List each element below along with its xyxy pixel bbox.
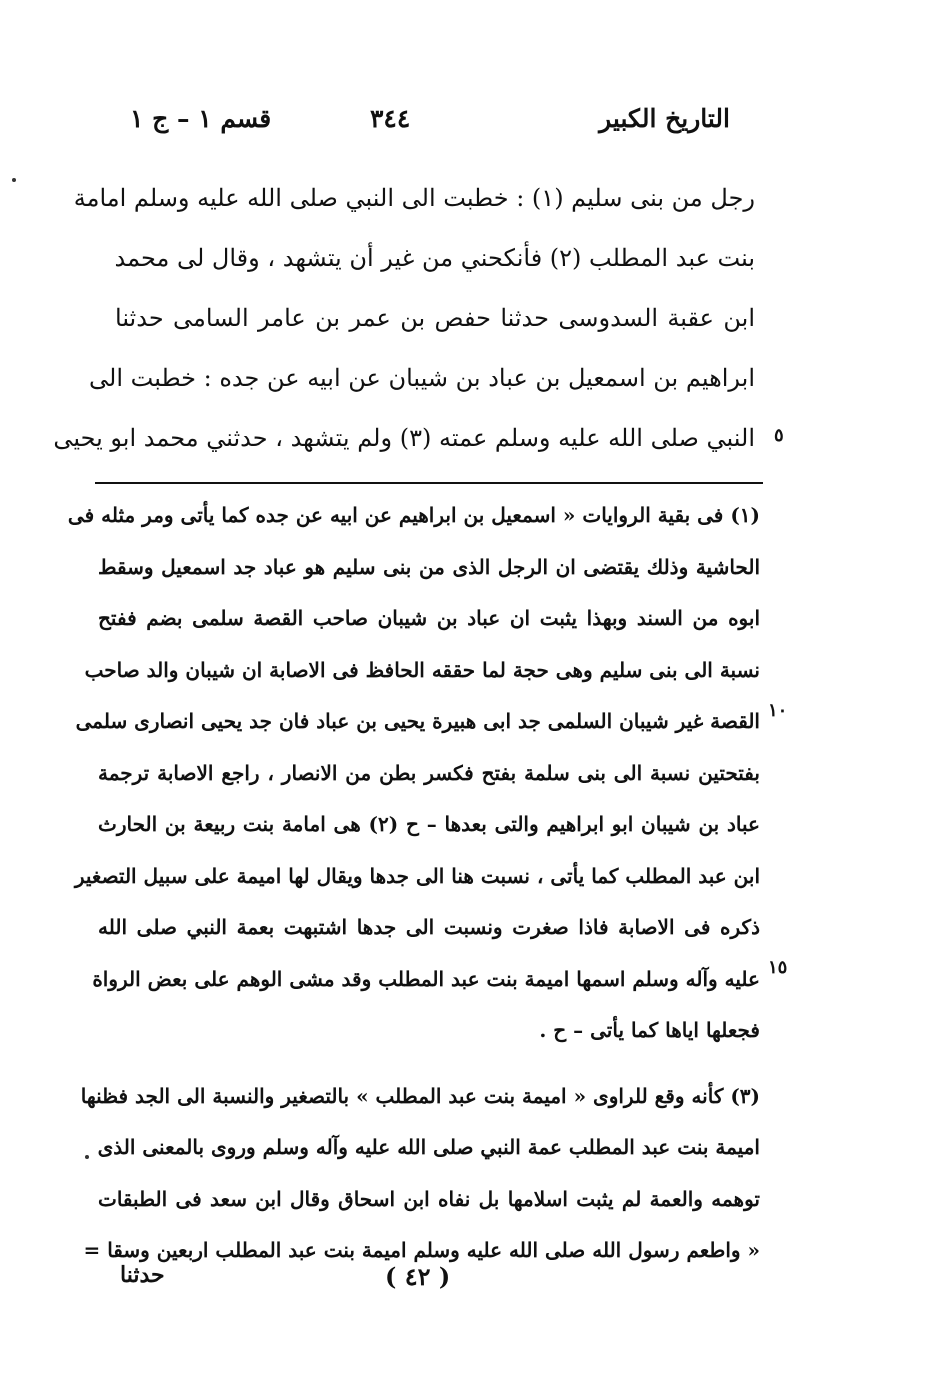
scan-speck: [85, 1155, 89, 1159]
footnote-line: القصة غير شيبان السلمى جد ابى هبيرة يحيى بن عباد فان جد يحيى انصارى سلمى: [75, 709, 760, 733]
book-title: التاريخ الكبير: [599, 104, 730, 133]
footnote-line: ذكره فى الاصابة فاذا صغرت ونسبت الى جدها اشتبهت بعمة النبي صلى الله: [98, 915, 760, 939]
main-text-line: ابن عقبة السدوسى حدثنا حفص بن عمر بن عامر السامى حدثنا: [115, 304, 755, 332]
footnote-divider: [95, 482, 763, 484]
main-text-line: بنت عبد المطلب (٢) فأنكحني من غير أن يتشهد ، وقال لى محمد: [114, 244, 755, 272]
catchword: حدثنا: [120, 1262, 165, 1288]
footnote-line: عباد بن شيبان ابو ابراهيم والتى بعدها – ح (٢) هى امامة بنت ربيعة بن الحارث: [98, 812, 760, 836]
scan-speck: [12, 178, 16, 182]
main-text-line: النبي صلى الله عليه وسلم عمته (٣) ولم يتشهد ، حدثني محمد ابو يحيى: [53, 424, 755, 452]
footnote-line: توهمه والعمة لم يثبت اسلامها بل نفاه ابن اسحاق وقال ابن سعد فى الطبقات: [98, 1186, 760, 1211]
main-text-line: رجل من بنى سليم (١) : خطبت الى النبي صلى الله عليه وسلم امامة: [73, 184, 755, 212]
footnote-gap: [98, 1057, 760, 1071]
footnote-line: الحاشية وذلك يقتضى ان الرجل الذى من بنى سليم هو عباد جد اسمعيل وسقط: [98, 554, 760, 579]
footnote-line: ابوه من السند وبهذا يثبت ان عباد بن شيبان صاحب القصة سلمى بضم ففتح: [98, 606, 760, 630]
header-page-number: ٣٤٤: [370, 104, 411, 133]
footnote-line: بفتحتين نسبة الى بنى سلمة بفتح فكسر بطن من الانصار ، راجع الاصابة ترجمة: [98, 760, 760, 785]
line-number-marker: ١٥: [768, 957, 788, 978]
footnote-line: « واطعم رسول الله صلى الله عليه وسلم اميمة بنت عبد المطلب اربعين وسقا =: [83, 1238, 760, 1262]
line-number-marker: ٥: [774, 425, 784, 446]
footnote-line: نسبة الى بنى سليم وهى حجة لما حققه الحافظ فى الاصابة ان شيبان والد صاحب: [84, 657, 760, 682]
footnotes: [67, 490, 760, 1277]
main-text: [53, 168, 755, 468]
footnote-line: اميمة بنت عبد المطلب عمة النبي صلى الله عليه وآله وسلم وروى بالمعنى الذى: [97, 1135, 760, 1159]
line-number-marker: ١٠: [768, 700, 788, 721]
running-header: [130, 104, 730, 144]
footnote-line: ابن عبد المطلب كما يأتى ، نسبت هنا الى جدها ويقال لها اميمة على سبيل التصغير: [74, 863, 760, 888]
footer-page-number: ( ٤٢ ): [385, 1262, 451, 1291]
footnote-line: عليه وآله وسلم اسمها اميمة بنت عبد المطلب وقد مشى الوهم على بعض الرواة: [92, 966, 760, 991]
section-volume-label: قسم ١ – ج ١: [130, 104, 272, 133]
footnote-line: (١) فى بقية الروايات « اسمعيل بن ابراهيم عن ابيه عن جده كما يأتى ومر مثله فى: [67, 503, 760, 527]
footnote-line: فجعلها اياها كما يأتى – ح .: [539, 1018, 760, 1042]
main-text-line: ابراهيم بن اسمعيل بن عباد بن شيبان عن ابيه عن جده : خطبت الى: [89, 364, 755, 392]
footnote-line: (٣) كأنه وقع للراوى « اميمة بنت عبد المطلب » بالتصغير والنسبة الى الجد فظنها: [80, 1083, 760, 1108]
